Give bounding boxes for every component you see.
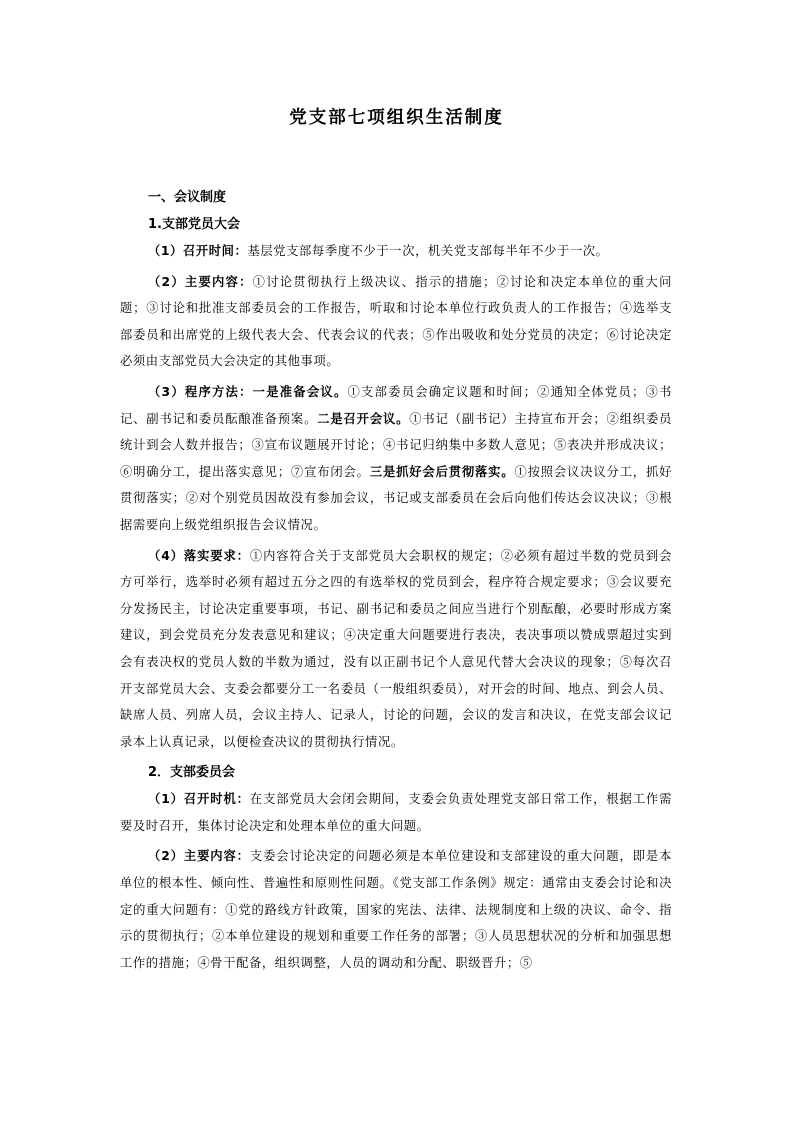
paragraph-label: （2）主要内容： — [148, 274, 253, 289]
paragraph-committee-timing — [120, 786, 672, 839]
paragraph-committee-content — [120, 843, 672, 976]
paragraph-procedure — [120, 379, 672, 539]
paragraph-label: （4）落实要求： — [148, 548, 250, 563]
section-heading-meeting-system: 一、会议制度 — [148, 190, 227, 205]
step-heading-convene: 二是召开会议。 — [317, 411, 410, 426]
paragraph-label: （2）主要内容： — [148, 849, 250, 864]
step-text-implement: ①按照会议决议分工，抓好贯彻落实；②对个别党员因故没有参加会议，书记或支部委员在会后向他们传达会议决议；③根据需要向上级党组织报告会议情况。 — [120, 464, 672, 532]
paragraph-label: （3）程序方法： — [148, 384, 253, 399]
step-heading-prepare: 一是准备会议。 — [252, 384, 348, 399]
document-title: 党支部七项组织生活制度 — [289, 108, 504, 128]
paragraph-label: （1）召开时机： — [148, 792, 250, 807]
paragraph-meeting-time — [120, 238, 672, 265]
paragraph-text: 在支部党员大会闭会期间，支委会负责处理党支部日常工作，根据工作需要及时召开，集体讨论决定和处理本单位的重大问题。 — [120, 792, 673, 833]
subsection-heading-party-member-meeting: 1.支部党员大会 — [148, 217, 240, 232]
paragraph-text: ①内容符合关于支部党员大会职权的规定；②必须有超过半数的党员到会方可举行，选举时必须有超过五分之四的有选举权的党员到会，程序符合规定要求；③会议要充分发扬民主，讨论决定重要事项，书记、副书记和委员之间应当进行个别酝酿，必要时形成方案建议，到会党员充分发表意见和建议；④决定重大问题要进行表决，表决事项以赞成票超过实到会有表决权的党员人数的半数为通过，没有以正副书记个人意见代替大会决议的现象；⑤每次召开支部党员大会、支委会都要分工一名委员（一般组织委员），对开会的时间、地点、到会人员、缺席人员、列席人员，会议主持人、记录人，讨论的问题，会议的发言和决议，在党支部会议记录本上认真记录，以便检查决议的贯彻执行情况。 — [120, 548, 673, 749]
paragraph-requirements — [120, 543, 672, 756]
paragraph-text: 支委会讨论决定的问题必须是本单位建设和支部建设的重大问题，即是本单位的根本性、倾向性、普遍性和原则性问题。《党支部工作条例》规定：通常由支委会讨论和决定的重大问题有：①党的路线方针政策，国家的宪法、法律、法规制度和上级的决议、命令、指示的贯彻执行；②本单位建设的规划和重要工作任务的部署；③人员思想状况的分析和加强思想工作的措施；④骨干配备，组织调整，人员的调动和分配、职级晋升；⑤ — [120, 849, 673, 970]
paragraph-text: 基层党支部每季度不少于一次，机关党支部每半年不少于一次。 — [247, 244, 609, 258]
step-text-convene: ①书记（副书记）主持宣布开会；②组织委员统计到会人数并报告；③宣布议题展开讨论；④书记归纳集中多数人意见；⑤表决并形成决议；⑥明确分工，提出落实意见；⑦宣布闭会。 — [120, 411, 672, 479]
subsection-heading-branch-committee: 2．支部委员会 — [148, 765, 236, 781]
paragraph-main-content — [120, 269, 672, 375]
step-heading-implement: 三是抓好会后贯彻落实。 — [369, 464, 515, 479]
document-body — [120, 184, 672, 980]
paragraph-label: （1）召开时间： — [148, 244, 248, 258]
paragraph-text: ①讨论贯彻执行上级决议、指示的措施；②讨论和决定本单位的重大问题；③讨论和批准支部委员会的工作报告，听取和讨论本单位行政负责人的工作报告；④选举支部委员和出席党的上级代表大会、代表会议的代表；⑤作出吸收和处分党员的决定；⑥讨论决定必须由支部党员大会决定的其他事项。 — [120, 274, 673, 369]
step-text-prepare: ①支部委员会确定议题和时间；②通知全体党员；③书记、副书记和委员酝酿准备预案。 — [120, 384, 673, 426]
